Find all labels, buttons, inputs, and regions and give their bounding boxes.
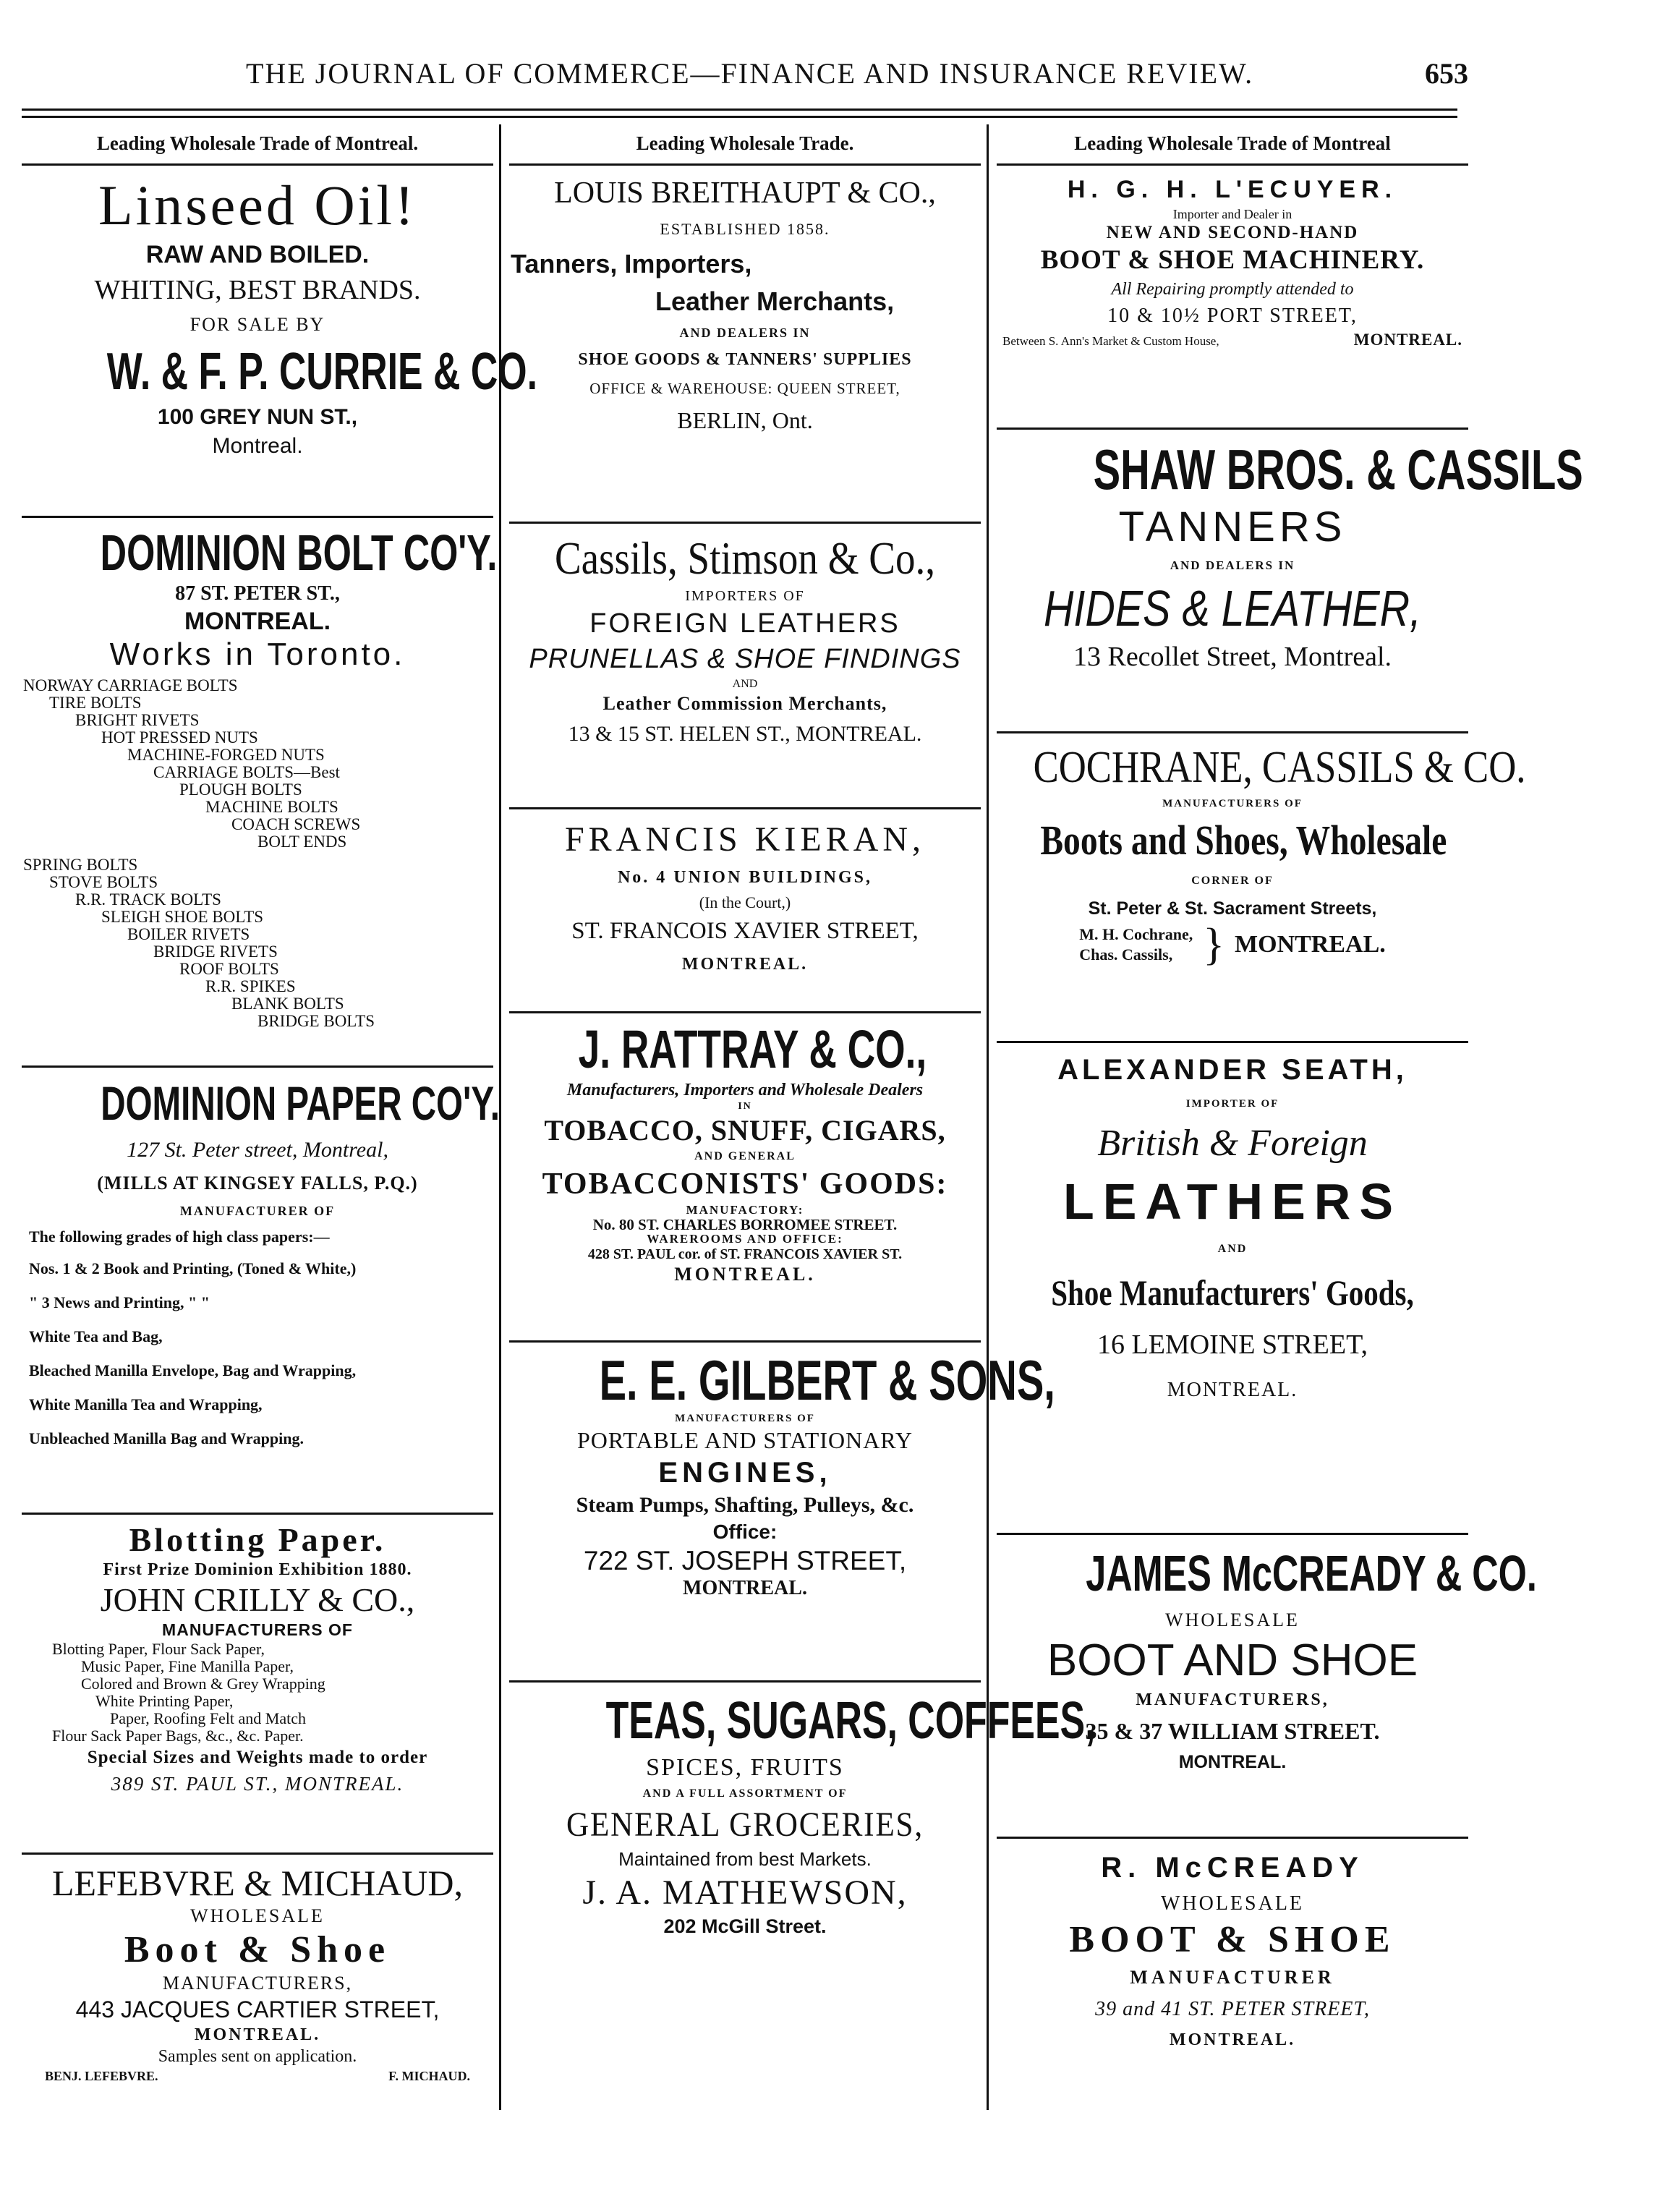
grade-list xyxy=(23,1251,492,1455)
ad-address: 13 & 15 ST. HELEN ST., MONTREAL. xyxy=(568,722,922,746)
ad-city: Montreal. xyxy=(212,434,303,458)
ad-line: ENGINES, xyxy=(658,1457,832,1489)
ad-office: OFFICE & WAREHOUSE: QUEEN STREET, xyxy=(589,380,900,397)
column-header: Leading Wholesale Trade. xyxy=(509,127,981,166)
ad-line: Steam Pumps, Shafting, Pulleys, &c. xyxy=(576,1493,914,1517)
product-item: BRIDGE BOLTS xyxy=(257,1012,375,1030)
ad-james-mccready xyxy=(997,1535,1537,1839)
ad-line: Shoe Manufacturers' Goods, xyxy=(1051,1272,1414,1313)
ad-line: PRUNELLAS & SHOE FINDINGS xyxy=(529,644,961,674)
ad-r-mccready xyxy=(997,1839,1468,2064)
ad-manufacturers: MANUFACTURERS, xyxy=(162,1973,353,1994)
ad-prize: First Prize Dominion Exhibition 1880. xyxy=(103,1560,412,1579)
ad-shaw xyxy=(997,430,1583,733)
ad-line: MANUFACTURER xyxy=(1130,1967,1335,1988)
ad-and: AND xyxy=(1217,1243,1248,1255)
ad-importers: IMPORTERS OF xyxy=(685,588,805,604)
product-item: BOLT ENDS xyxy=(257,833,347,851)
ad-lefebvre xyxy=(22,1855,493,2096)
column-2 xyxy=(509,127,1096,2112)
ad-company-name: DOMINION PAPER CO'Y. xyxy=(101,1076,500,1130)
ad-city: MONTREAL. xyxy=(1178,1752,1287,1772)
product-item: SPRING BOLTS xyxy=(23,856,138,874)
ad-address: 722 ST. JOSEPH STREET, xyxy=(583,1546,907,1575)
ad-seath xyxy=(997,1043,1468,1535)
ad-office: Office: xyxy=(712,1520,778,1543)
ad-ware: 428 ST. PAUL cor. of ST. FRANCOIS XAVIER ST. xyxy=(587,1246,903,1262)
ad-line: GENERAL GROCERIES, xyxy=(566,1805,924,1844)
ad-line: Boots and Shoes, Wholesale xyxy=(1040,817,1447,864)
column-3 xyxy=(997,127,1583,2112)
ad-wholesale: WHOLESALE xyxy=(1160,1892,1305,1915)
ad-product: Boot & Shoe xyxy=(124,1929,391,1970)
ad-partner: BENJ. LEFEBVRE. xyxy=(45,2069,158,2083)
product-item: Blotting Paper, Flour Sack Paper, xyxy=(52,1640,265,1658)
ad-city: BERLIN, Ont. xyxy=(677,407,813,433)
ad-desc: Manufacturers, Importers and Wholesale Dealers xyxy=(566,1081,924,1099)
ad-line: Tanners, Importers, xyxy=(511,249,752,278)
ad-between: Between S. Ann's Market & Custom House, xyxy=(1002,334,1219,348)
ad-wholesale: WHOLESALE xyxy=(1165,1609,1300,1630)
product-item: White Printing Paper, xyxy=(95,1692,234,1710)
product-item: R.R. TRACK BOLTS xyxy=(75,890,221,909)
ad-address: 39 and 41 ST. PETER STREET, xyxy=(1095,1998,1370,2020)
column-rule-2 xyxy=(987,124,989,2110)
product-item: BLANK BOLTS xyxy=(231,995,344,1013)
product-item: SLEIGH SHOE BOLTS xyxy=(101,908,264,926)
ad-headline: TEAS, SUGARS, COFFEES, xyxy=(605,1692,1096,1750)
ad-line: BOOT & SHOE xyxy=(1069,1919,1396,1960)
ad-line: Maintained from best Markets. xyxy=(618,1848,872,1870)
ad-company-name: R. McCREADY xyxy=(1101,1852,1364,1884)
product-item: HOT PRESSED NUTS xyxy=(101,728,258,746)
ad-line: British & Foreign xyxy=(1097,1123,1368,1164)
product-list xyxy=(23,677,492,851)
page-number: 653 xyxy=(1425,57,1468,90)
journal-title: THE JOURNAL OF COMMERCE—FINANCE AND INSURANCE REVIEW. xyxy=(246,57,1254,90)
ad-address: 443 JACQUES CARTIER STREET, xyxy=(75,1996,440,2022)
ad-cochrane xyxy=(997,733,1526,1043)
ad-label: MANUFACTORY: xyxy=(686,1203,804,1217)
ad-breithaupt xyxy=(509,166,981,524)
grade-item: " 3 News and Printing, " " xyxy=(29,1293,210,1311)
ad-company-name: J. A. MATHEWSON, xyxy=(582,1873,908,1912)
ad-line: TOBACCONISTS' GOODS: xyxy=(542,1167,948,1201)
grade-item: White Tea and Bag, xyxy=(29,1327,163,1345)
column-header: Leading Wholesale Trade of Montreal xyxy=(997,127,1468,166)
ad-special: Special Sizes and Weights made to order xyxy=(87,1748,428,1767)
grade-item: Bleached Manilla Envelope, Bag and Wrapping, xyxy=(29,1361,357,1379)
ad-company-name: DOMINION BOLT CO'Y. xyxy=(100,524,498,581)
ad-line: RAW AND BOILED. xyxy=(145,241,370,268)
ad-company-name: COCHRANE, CASSILS & CO. xyxy=(1033,743,1526,792)
ad-line: TANNERS xyxy=(1118,503,1347,550)
ad-city: MONTREAL. xyxy=(1353,331,1462,349)
ad-company-name: LEFEBVRE & MICHAUD, xyxy=(51,1863,464,1903)
ad-wholesale: WHOLESALE xyxy=(190,1905,325,1926)
ad-in: IN xyxy=(738,1101,752,1112)
ad-dealers: AND DEALERS IN xyxy=(679,326,811,340)
ad-company-name: Cassils, Stimson & Co., xyxy=(554,532,936,584)
ad-importer: IMPORTER OF xyxy=(1185,1098,1279,1110)
ad-company-name: SHAW BROS. & CASSILS xyxy=(1093,438,1583,501)
ad-and: AND xyxy=(732,678,758,690)
ad-street: ST. FRANCOIS XAVIER STREET, xyxy=(571,918,919,944)
ad-manufacturers: MANUFACTURERS OF xyxy=(162,1620,353,1639)
ad-address: 87 ST. PETER ST., xyxy=(175,582,340,605)
ad-label: WAREROOMS AND OFFICE: xyxy=(647,1232,843,1246)
header-rule-2 xyxy=(22,116,1457,118)
ad-factory: No. 80 ST. CHARLES BORROMEE STREET. xyxy=(592,1216,898,1233)
ad-line: TOBACCO, SNUFF, CIGARS, xyxy=(544,1114,946,1147)
ad-currie xyxy=(22,166,538,518)
ad-cassils-stimson xyxy=(509,524,981,809)
ad-city: MONTREAL. xyxy=(1167,1379,1298,1401)
grade-item: White Manilla Tea and Wrapping, xyxy=(29,1395,263,1413)
ad-city: MONTREAL. xyxy=(184,608,331,635)
grade-item: Unbleached Manilla Bag and Wrapping. xyxy=(29,1429,304,1447)
ad-line: SPICES, FRUITS xyxy=(646,1754,844,1781)
ad-address: 35 & 37 WILLIAM STREET. xyxy=(1085,1718,1380,1744)
ad-gilbert xyxy=(509,1343,1055,1683)
product-item: BRIDGE RIVETS xyxy=(153,943,278,961)
ad-corner: CORNER OF xyxy=(1191,875,1274,887)
ad-dominion-paper xyxy=(22,1068,500,1515)
product-item: Paper, Roofing Felt and Match xyxy=(110,1709,307,1727)
product-item: BRIGHT RIVETS xyxy=(75,711,200,729)
ad-line: All Repairing promptly attended to xyxy=(1111,280,1354,299)
product-item: BOILER RIVETS xyxy=(127,925,250,943)
ad-mathewson xyxy=(509,1683,1096,1949)
ad-rattray xyxy=(509,1013,981,1343)
ad-partner: Chas. Cassils, xyxy=(1079,945,1173,964)
header-rule xyxy=(22,109,1457,111)
ad-building: No. 4 UNION BUILDINGS, xyxy=(617,868,873,887)
ad-company-name: ALEXANDER SEATH, xyxy=(1057,1054,1407,1086)
ad-address: 16 LEMOINE STREET, xyxy=(1097,1330,1368,1360)
ad-address: 389 ST. PAUL ST., MONTREAL. xyxy=(111,1773,404,1795)
product-item: R.R. SPIKES xyxy=(205,977,296,995)
ad-supplies: SHOE GOODS & TANNERS' SUPPLIES xyxy=(578,350,912,369)
product-item: TIRE BOLTS xyxy=(49,694,142,712)
ad-headline: Linseed Oil! xyxy=(98,174,417,237)
ad-established: ESTABLISHED 1858. xyxy=(660,220,830,238)
product-item: MACHINE BOLTS xyxy=(205,798,338,816)
ad-city: MONTREAL. xyxy=(1235,931,1386,958)
ad-company-name: LOUIS BREITHAUPT & CO., xyxy=(554,176,936,210)
ad-city: MONTREAL. xyxy=(1169,2030,1296,2049)
ad-general: AND GENERAL xyxy=(694,1150,796,1162)
ad-court: (In the Court,) xyxy=(699,893,791,911)
ad-partner: M. H. Cochrane, xyxy=(1079,925,1193,943)
brace-icon: } xyxy=(1203,920,1225,969)
ad-dominion-bolt xyxy=(22,518,498,1068)
ad-samples: Samples sent on application. xyxy=(158,2047,357,2066)
ad-address: 100 GREY NUN ST., xyxy=(157,405,358,429)
product-list xyxy=(23,856,492,1030)
ad-address: 10 & 10½ PORT STREET, xyxy=(1107,305,1358,327)
ad-line: WHITING, BEST BRANDS. xyxy=(94,275,421,305)
product-item: COACH SCREWS xyxy=(231,815,361,833)
ad-line: BOOT AND SHOE xyxy=(1047,1635,1418,1685)
ad-mills: (MILLS AT KINGSEY FALLS, P.Q.) xyxy=(97,1173,418,1194)
ad-importer: Importer and Dealer in xyxy=(1172,207,1292,221)
product-item: Music Paper, Fine Manilla Paper, xyxy=(81,1657,294,1675)
product-item: MACHINE-FORGED NUTS xyxy=(127,746,325,764)
ad-line: NEW AND SECOND-HAND xyxy=(1106,223,1359,242)
grade-item: Nos. 1 & 2 Book and Printing, (Toned & White,) xyxy=(29,1259,357,1277)
ad-address: 127 St. Peter street, Montreal, xyxy=(127,1138,388,1162)
ad-line: HIDES & LEATHER, xyxy=(1043,580,1422,637)
ad-company-name: FRANCIS KIERAN, xyxy=(564,820,926,859)
ad-address: 202 McGill Street. xyxy=(663,1915,827,1937)
ad-line: AND A FULL ASSORTMENT OF xyxy=(642,1787,848,1800)
ad-city: MONTREAL. xyxy=(681,955,809,974)
ad-streets: St. Peter & St. Sacrament Streets, xyxy=(1088,898,1377,919)
ad-company-name: H. G. H. L'ECUYER. xyxy=(1067,176,1398,203)
product-item: Flour Sack Paper Bags, &c., &c. Paper. xyxy=(52,1727,304,1745)
ad-company-name: JOHN CRILLY & CO., xyxy=(100,1581,415,1618)
ad-lecuyer xyxy=(997,166,1468,430)
ad-city: MONTREAL. xyxy=(683,1577,807,1599)
ad-company-name: J. RATTRAY & CO., xyxy=(578,1019,927,1079)
ad-works: Works in Toronto. xyxy=(109,637,406,672)
ad-line: FOREIGN LEATHERS xyxy=(589,608,900,639)
ad-manufacturers: MANUFACTURERS OF xyxy=(675,1413,815,1424)
ad-line: MANUFACTURERS, xyxy=(1136,1690,1329,1709)
ad-line: Leather Merchants, xyxy=(655,286,895,316)
product-item: PLOUGH BOLTS xyxy=(179,780,302,799)
running-head xyxy=(22,56,1468,100)
ad-company-name: W. & F. P. CURRIE & CO. xyxy=(106,343,538,401)
ad-line: BOOT & SHOE MACHINERY. xyxy=(1040,245,1425,275)
column-1 xyxy=(22,127,538,2112)
product-item: Colored and Brown & Grey Wrapping xyxy=(81,1675,325,1693)
ad-line: LEATHERS xyxy=(1062,1173,1402,1230)
ad-city: MONTREAL. xyxy=(674,1264,816,1285)
product-item: STOVE BOLTS xyxy=(49,873,158,891)
ad-kieran xyxy=(509,809,981,1013)
ad-line: AND DEALERS IN xyxy=(1170,558,1295,572)
ad-manufacturers: MANUFACTURERS OF xyxy=(1162,798,1303,809)
product-item: NORWAY CARRIAGE BOLTS xyxy=(23,676,238,694)
product-list xyxy=(23,1641,492,1745)
ad-intro: The following grades of high class papers:— xyxy=(29,1228,330,1246)
ad-city: MONTREAL. xyxy=(194,2025,321,2044)
column-header: Leading Wholesale Trade of Montreal. xyxy=(22,127,493,166)
ad-line: FOR SALE BY xyxy=(189,314,325,335)
ad-line: PORTABLE AND STATIONARY xyxy=(577,1427,913,1453)
ad-partner: F. MICHAUD. xyxy=(388,2069,470,2083)
ad-address: 13 Recollet Street, Montreal. xyxy=(1073,642,1392,672)
ad-manufacturer: MANUFACTURER OF xyxy=(179,1204,336,1218)
product-item: CARRIAGE BOLTS—Best xyxy=(153,763,340,781)
ad-headline: Blotting Paper. xyxy=(129,1521,386,1558)
ad-line: Leather Commission Merchants, xyxy=(602,693,887,714)
ad-company-name: JAMES McCREADY & CO. xyxy=(1086,1545,1537,1601)
product-item: ROOF BOLTS xyxy=(179,960,279,978)
ad-company-name: E. E. GILBERT & SONS, xyxy=(599,1348,1055,1412)
ad-crilly xyxy=(22,1515,493,1855)
